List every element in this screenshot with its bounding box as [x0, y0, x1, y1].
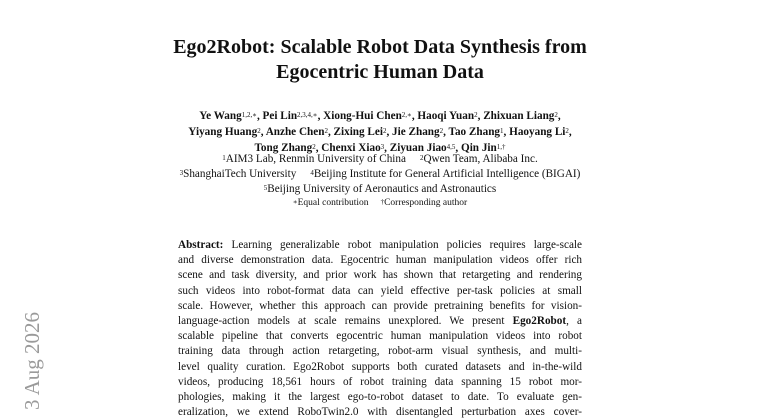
abstract-label: Abstract: [178, 239, 224, 251]
method-name: Ego2Robot [512, 314, 567, 327]
author-name: Jie Zhang [392, 126, 440, 138]
abstract-line: level quality curation. Ego2Robot supports both curated datasets and in-the-wild [178, 360, 582, 373]
abstract-line: training data through action retargeting, robot-arm visual synthesis, and multi- [178, 345, 582, 358]
affiliation-sup: 2 [419, 154, 424, 162]
abstract-block [178, 238, 582, 420]
affiliation-aim3: AIM3 Lab, Renmin University of China [225, 153, 406, 165]
affiliation-qwen: Qwen Team, Alibaba Inc. [423, 153, 538, 165]
affiliation-sup: 1 [222, 154, 226, 162]
author-sup: 2 [554, 111, 558, 119]
title-line-1: Ego2Robot: Scalable Robot Data Synthesis from [173, 36, 587, 58]
author-sup: 3 [380, 143, 385, 151]
author-sup: 1 [500, 127, 504, 135]
author-name: Qin Jin [461, 142, 497, 154]
author-name: Pei Lin [262, 110, 298, 122]
author-name: Chenxi Xiao [321, 142, 381, 154]
author-line-2: Yiyang Huang$^2$, Anzhe Chen$^2$, Zixing Lei$^2$, Jie Zhang$^2$, Tao Zhang$^1$, Haoyang Li$^2$, [188, 126, 572, 138]
author-sup: 1,† [496, 143, 506, 151]
abstract-line: scene and task diversity, and prior work has shown that retargeting and rendering [178, 269, 582, 282]
affiliation-line-1 [0, 151, 760, 167]
author-line-3: Tong Zhang$^2$, Chenxi Xiao$^3$, Ziyuan Jiao$^{4,5}$, Qin Jin$^{1,\dagger}$ [254, 142, 506, 154]
affiliation-line-2 [0, 166, 760, 182]
title-line-2: Egocentric Human Data [276, 61, 484, 83]
affiliation-shanghaitech: ShanghaiTech University [183, 168, 297, 180]
abstract-line: scalable pipeline that converts egocentric human manipulation videos into robot [178, 330, 582, 343]
abstract-line: scale. However, whether this approach can provide pretraining benefits for vision- [178, 299, 582, 312]
author-name: Xiong-Hui Chen [323, 110, 402, 122]
author-sup: 4,5 [446, 143, 456, 151]
affiliation-bigai: Beijing Institute for General Artificial Intelligence (BIGAI) [313, 168, 581, 180]
author-sup: 2 [565, 127, 569, 135]
author-sup: 2 [257, 127, 261, 135]
abstract-text: language-action models at scale remains unexplored. We present [178, 314, 513, 327]
author-name: Zixing Lei [333, 126, 383, 138]
author-sup: 2 [474, 111, 478, 119]
affiliation-sup: 4 [310, 169, 314, 177]
contribution-notes [0, 196, 760, 210]
author-name: Ye Wang [199, 110, 242, 122]
affiliation-line-3 [0, 181, 760, 197]
author-sup: 2 [324, 127, 328, 135]
arxiv-side-date: 3 Aug 2026 [20, 311, 44, 410]
author-sup: 1,2,∗ [241, 111, 257, 119]
author-name: Zhixuan Liang [483, 110, 555, 122]
corresponding-author-note: Corresponding author [384, 198, 468, 208]
affiliation-buaa: Beijing University of Aeronautics and Astronautics [267, 183, 497, 195]
author-sup: 2 [439, 127, 444, 135]
abstract-text: Learning generalizable robot manipulation policies requires large-scale [223, 239, 582, 251]
note-sup: ∗ [292, 198, 298, 206]
abstract-line [178, 238, 582, 253]
abstract-line: eralization, we extend RoboTwin2.0 with disentangled perturbation axes cover- [178, 406, 582, 419]
author-sup: 2 [382, 127, 387, 135]
abstract-line: videos, producing 18,561 hours of robot training data spanning 15 robot mor- [178, 375, 582, 388]
author-sup: 2,∗ [401, 111, 412, 119]
author-sup: 2,3,4,∗ [297, 111, 318, 119]
author-name: Haoqi Yuan [417, 110, 475, 122]
author-name: Yiyang Huang [188, 126, 258, 138]
abstract-line [178, 314, 582, 329]
author-name: Tao Zhang [448, 126, 501, 138]
affiliation-sup: 3 [179, 169, 184, 177]
abstract-line: such videos into robot-format data can yield effective per-task policies at small [178, 284, 582, 297]
author-name: Anzhe Chen [265, 126, 325, 138]
equal-contribution-note: Equal contribution [297, 198, 369, 208]
author-name: Tong Zhang [254, 142, 313, 154]
author-sup: 2 [312, 143, 316, 151]
affiliation-sup: 5 [263, 184, 268, 192]
author-name: Haoyang Li [509, 126, 566, 138]
abstract-line: and diverse demonstration data. Egocentric human manipulation videos offer rich [178, 254, 582, 267]
author-list [130, 108, 630, 156]
abstract-line: phologies, making it the largest ego-to-robot dataset to date. To evaluate gen- [178, 390, 582, 403]
author-line-1: Ye Wang$^{1,2,∗}$, Pei Lin$^{2,3,4,∗}$, Xiong-Hui Chen$^{2,∗}$, Haoqi Yuan$^2$, Zhixuan Liang$^2$, [199, 110, 561, 122]
paper-title [0, 35, 760, 85]
abstract-text: , a [566, 314, 583, 327]
author-name: Ziyuan Jiao [389, 142, 447, 154]
note-sup: † [380, 198, 385, 206]
